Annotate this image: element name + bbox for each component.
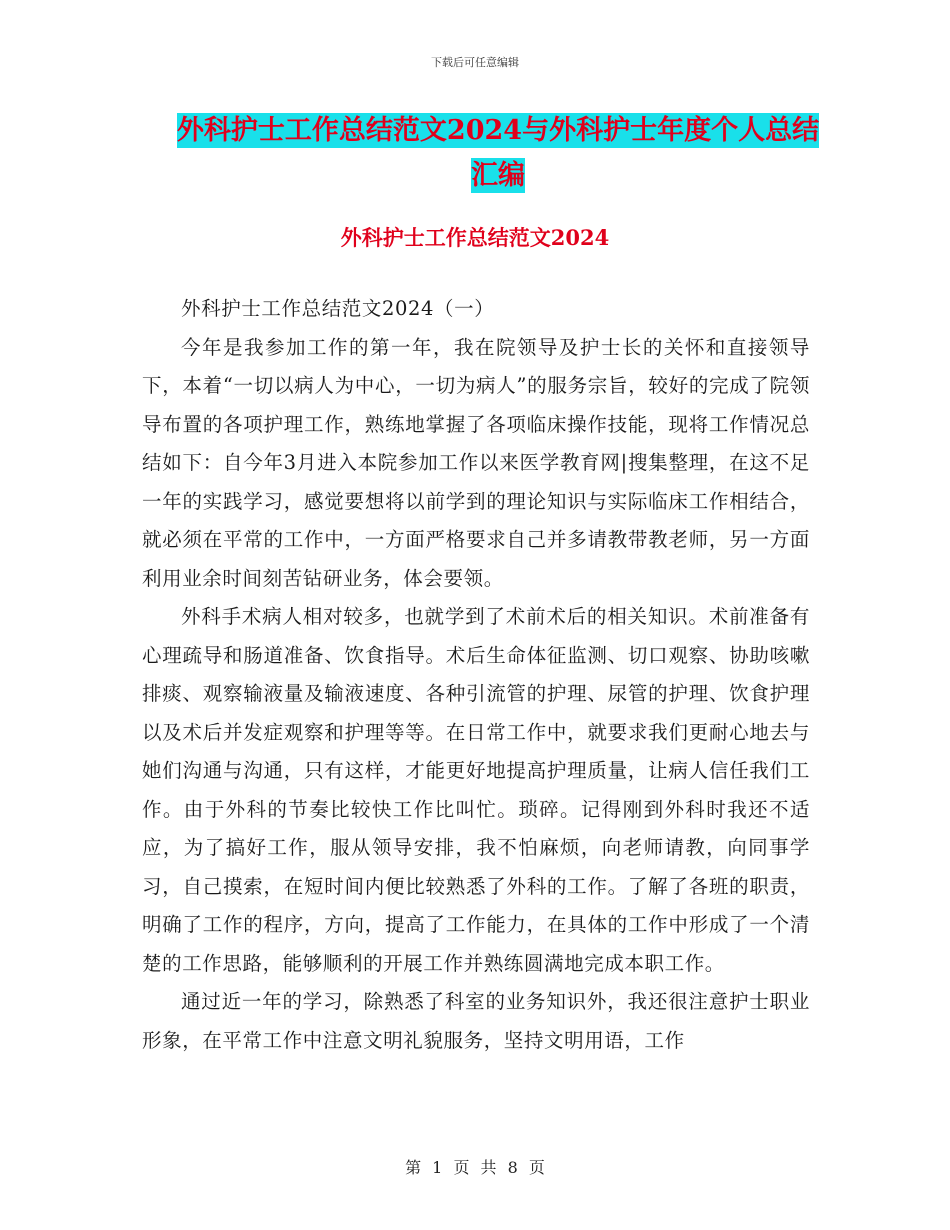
paragraph: 外科手术病人相对较多，也就学到了术前术后的相关知识。术前准备有心理疏导和肠道准备、饮食指导。术后生命体征监测、切口观察、协助咳嗽排痰、观察输液量及输液速度、各种引流管的护理、尿管的护理、饮食护理以及术后并发症观察和护理等等。在日常工作中，就要求我们更耐心地去与她们沟通与沟通，只有这样，才能更好地提高护理质量，让病人信任我们工作。由于外科的节奏比较快工作比叫忙。琐碎。记得刚到外科时我还不适应，为了搞好工作，服从领导安排，我不怕麻烦，向老师请教，向同事学习，自己摸索，在短时间内便比较熟悉了外科的工作。了解了各班的职责，明确了工作的程序，方向，提高了工作能力，在具体的工作中形成了一个清楚的工作思路，能够顺利的开展工作并熟练圆满地完成本职工作。 [142, 605, 810, 975]
page-footer: 第 1 页 共 8 页 [405, 1158, 545, 1177]
body-text [142, 290, 810, 1060]
paragraph: 今年是我参加工作的第一年，我在院领导及护士长的关怀和直接领导下，本着“一切以病人为中心，一切为病人”的服务宗旨，较好的完成了院领导布置的各项护理工作，熟练地掌握了各项临床操作技能，现将工作情况总结如下：自今年3月进入本院参加工作以来医学教育网|搜集整理，在这不足一年的实践学习，感觉要想将以前学到的理论知识与实际临床工作相结合，就必须在平常的工作中，一方面严格要求自己并多请教带教老师，另一方面利用业余时间刻苦钻研业务，体会要领。 [142, 335, 810, 590]
main-title-line-1: 外科护士工作总结范文2024与外科护士年度个人总结 [176, 115, 820, 146]
header-note: 下载后可任意编辑 [431, 56, 519, 69]
main-title [140, 108, 856, 198]
section-title: 外科护士工作总结范文2024 [340, 225, 610, 250]
paragraph-heading: 外科护士工作总结范文2024（一） [181, 297, 495, 320]
paragraph: 通过近一年的学习，除熟悉了科室的业务知识外，我还很注意护士职业形象，在平常工作中注意文明礼貌服务，坚持文明用语，工作 [142, 990, 810, 1052]
main-title-line-2: 汇编 [471, 160, 525, 191]
